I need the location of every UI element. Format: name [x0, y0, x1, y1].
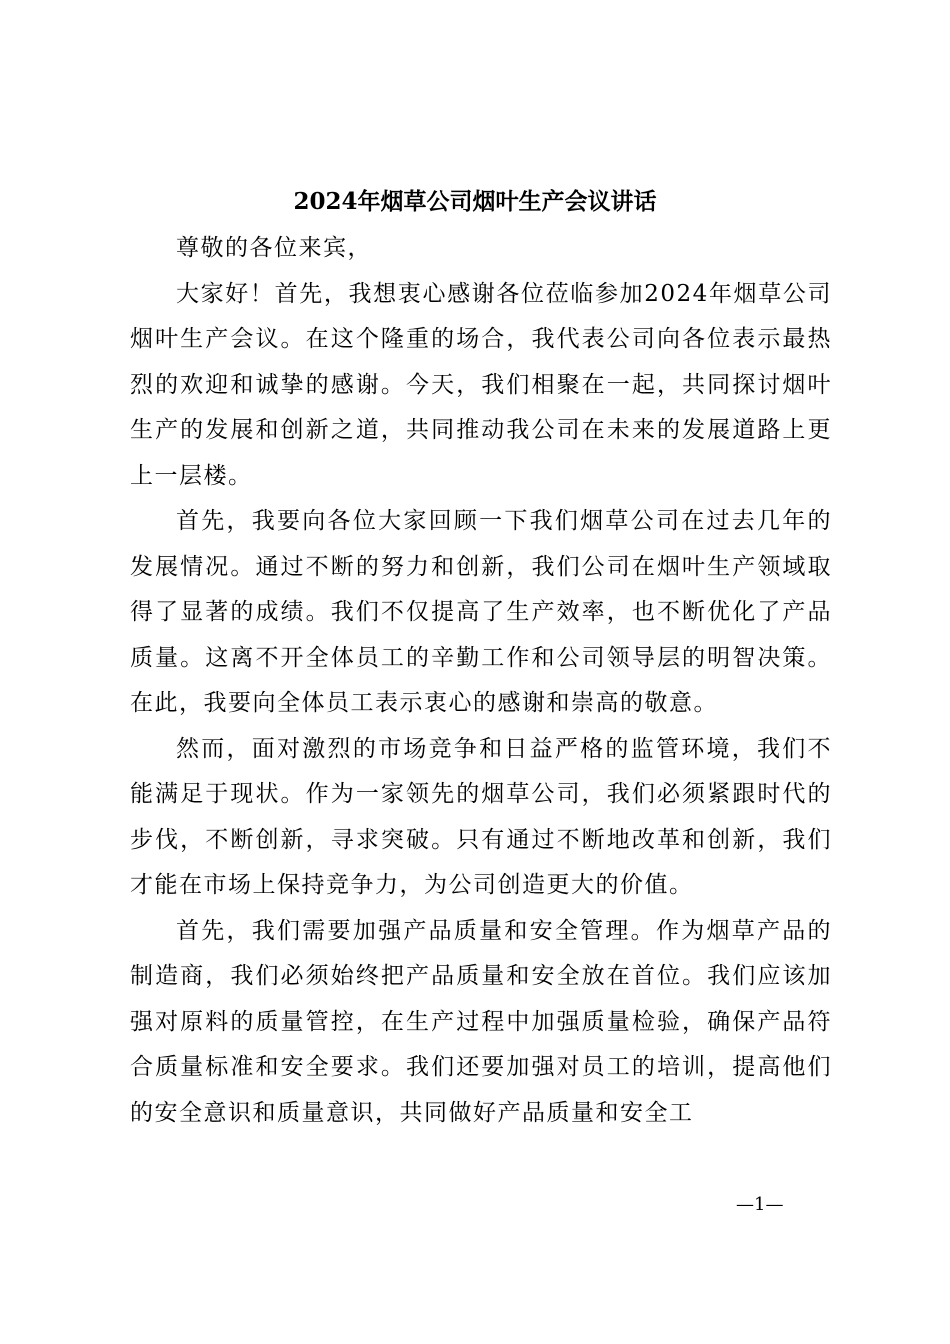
- paragraph-4: 首先，我们需要加强产品质量和安全管理。作为烟草产品的制造商，我们必须始终把产品质量和安全放在首位。我们应该加强对原料的质量管控，在生产过程中加强质量检验，确保产品符合质量标准和安全要求。我们还要加强对员工的培训，提高他们的安全意识和质量意识，共同做好产品质量和安全工: [130, 917, 832, 1126]
- salutation: 尊敬的各位来宾，: [176, 235, 372, 261]
- paragraph-3: 然而，面对激烈的市场竞争和日益严格的监管环境，我们不能满足于现状。作为一家领先的烟草公司，我们必须紧跟时代的步伐，不断创新，寻求突破。只有通过不断地改革和创新，我们才能在市场上保持竞争力，为公司创造更大的价值。: [130, 735, 832, 898]
- document-body: [130, 226, 832, 1136]
- paragraph-2: 首先，我要向各位大家回顾一下我们烟草公司在过去几年的发展情况。通过不断的努力和创新，我们公司在烟叶生产领域取得了显著的成绩。我们不仅提高了生产效率，也不断优化了产品质量。这离不开全体员工的辛勤工作和公司领导层的明智决策。在此，我要向全体员工表示衷心的感谢和崇高的敬意。: [130, 508, 832, 716]
- paragraph-1: 大家好！首先，我想衷心感谢各位莅临参加2024年烟草公司烟叶生产会议。在这个隆重的场合，我代表公司向各位表示最热烈的欢迎和诚挚的感谢。今天，我们相聚在一起，共同探讨烟叶生产的发展和创新之道，共同推动我公司在未来的发展道路上更上一层楼。: [130, 280, 832, 489]
- document-title: 2024年烟草公司烟叶生产会议讲话: [293, 188, 657, 215]
- page-number: —1—: [736, 1194, 784, 1215]
